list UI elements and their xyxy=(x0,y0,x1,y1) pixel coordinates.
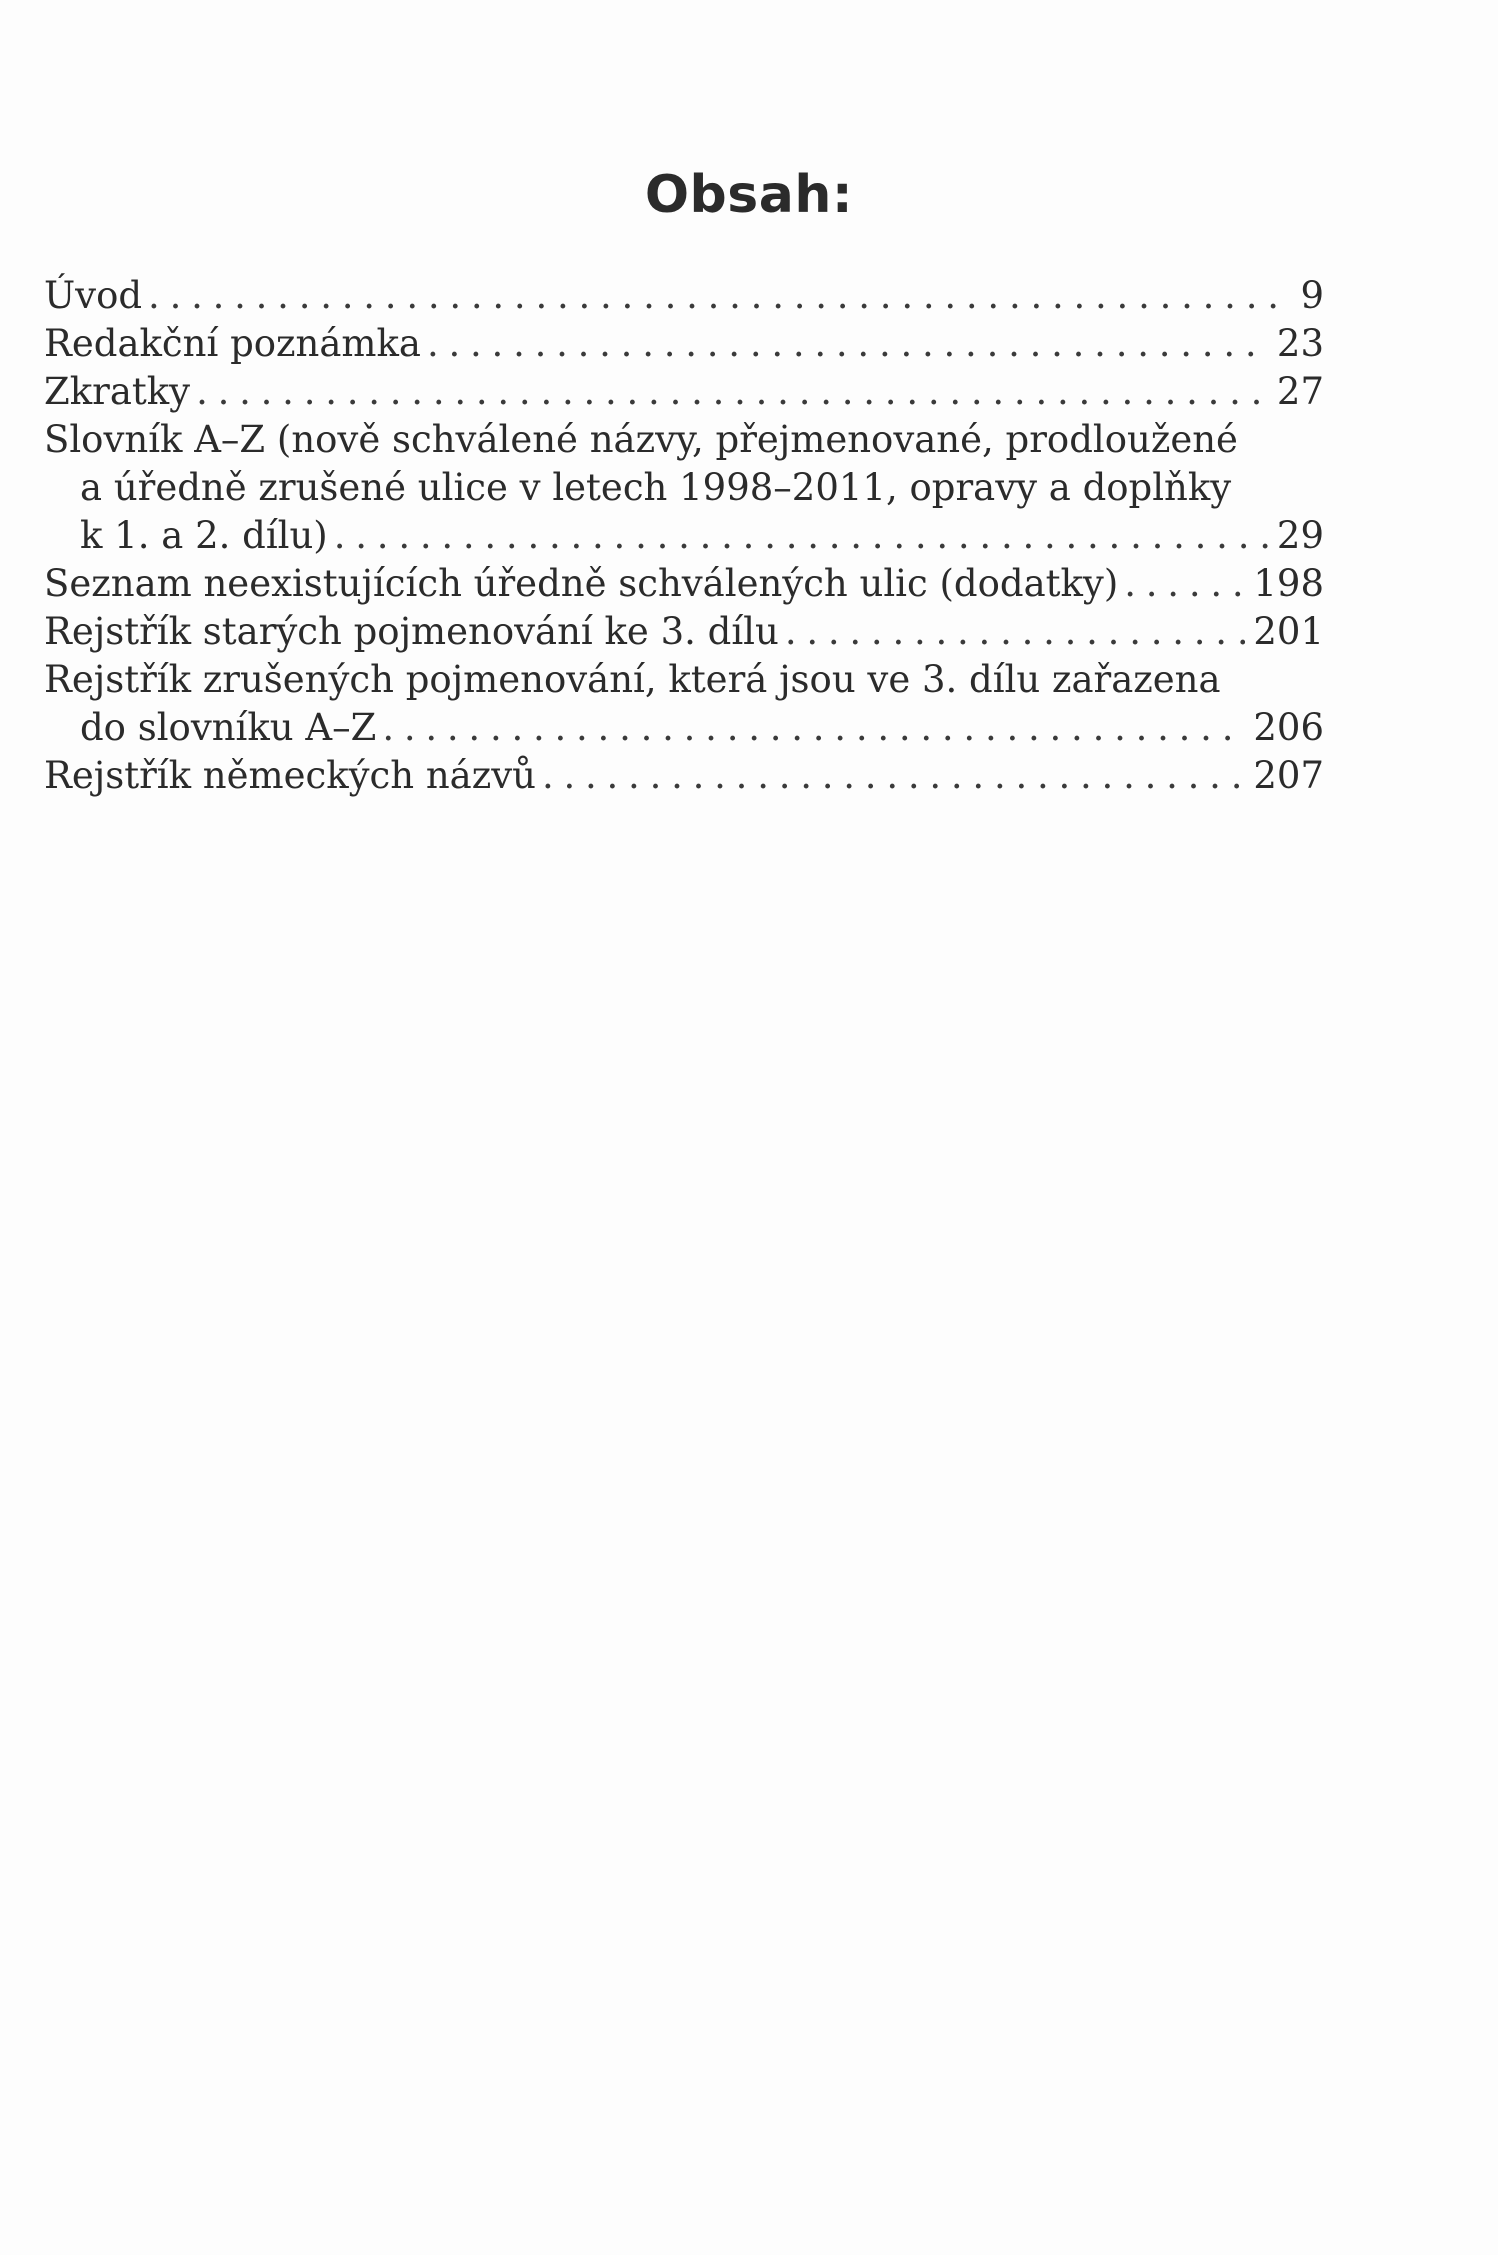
dot-leader xyxy=(785,608,1246,656)
dot-leader xyxy=(542,752,1245,800)
toc-page-number: 206 xyxy=(1253,706,1324,749)
dot-leader xyxy=(1124,560,1245,608)
toc-entry-uvod xyxy=(44,272,1324,320)
toc-entry-label-continued: do slovníku A–Z xyxy=(80,706,377,749)
toc-entry-label-continued: a úředně zrušené ulice v letech 1998–2011, opravy a doplňky xyxy=(80,466,1232,509)
dot-leader xyxy=(148,272,1292,320)
toc-page-number: 27 xyxy=(1276,370,1324,413)
toc-entry-label: Rejstřík zrušených pojmenování, která jsou ve 3. dílu zařazena xyxy=(44,658,1221,701)
toc-page-number: 23 xyxy=(1276,322,1324,365)
toc-entry-slovnik xyxy=(44,416,1324,560)
toc-page-number: 9 xyxy=(1300,274,1324,317)
toc-entry-redakcni-poznamka xyxy=(44,320,1324,368)
dot-leader xyxy=(382,704,1245,752)
dot-leader xyxy=(196,368,1269,416)
toc-entry-label: Slovník A–Z (nově schválené názvy, přejmenované, prodloužené xyxy=(44,418,1238,461)
toc-page-number: 207 xyxy=(1253,754,1324,797)
page-title: Obsah: xyxy=(644,165,854,225)
dot-leader xyxy=(427,320,1269,368)
toc-entry-label: Zkratky xyxy=(44,370,191,413)
toc-entry-label-continued: k 1. a 2. dílu) xyxy=(80,514,328,557)
toc-entry-label: Úvod xyxy=(44,274,143,317)
toc-entry-zkratky xyxy=(44,368,1324,416)
toc-entry-rejstrik-nemeckych xyxy=(44,752,1324,800)
table-of-contents xyxy=(44,272,1324,800)
toc-entry-label: Redakční poznámka xyxy=(44,322,421,365)
toc-page-number: 198 xyxy=(1253,562,1324,605)
toc-page-number: 201 xyxy=(1253,610,1324,653)
toc-page-number: 29 xyxy=(1276,514,1324,557)
toc-entry-rejstrik-zrusenych xyxy=(44,656,1324,752)
toc-entry-seznam xyxy=(44,560,1324,608)
toc-entry-label: Rejstřík starých pojmenování ke 3. dílu xyxy=(44,610,779,653)
toc-entry-rejstrik-starych xyxy=(44,608,1324,656)
toc-entry-label: Rejstřík německých názvů xyxy=(44,754,536,797)
dot-leader xyxy=(334,512,1269,560)
toc-entry-label: Seznam neexistujících úředně schválených ulic (dodatky) xyxy=(44,562,1119,605)
